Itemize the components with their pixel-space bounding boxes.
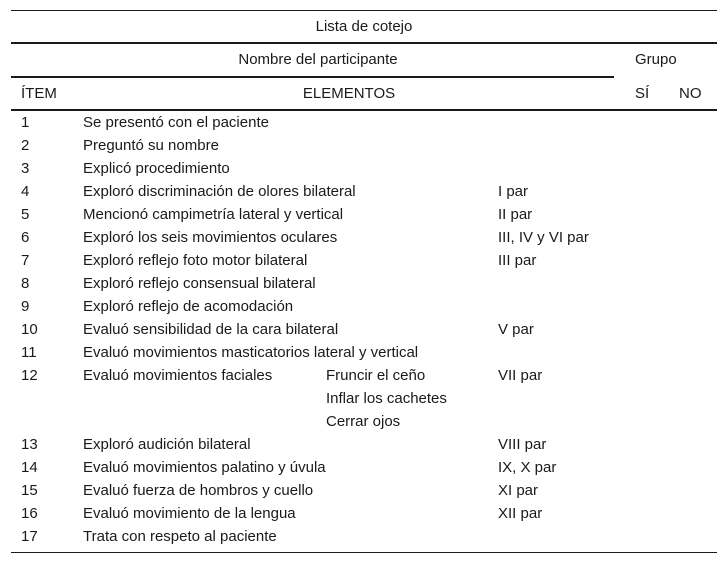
row-element: Exploró los seis movimientos oculares — [83, 229, 338, 246]
group-label: Grupo — [635, 51, 677, 68]
row-element: Se presentó con el paciente — [83, 114, 269, 131]
row-element: Evaluó movimientos masticatorios lateral y vertical — [83, 344, 419, 361]
row-element: Evaluó fuerza de hombros y cuello — [83, 482, 314, 499]
row-cranial-pair: IX, X par — [498, 459, 557, 476]
row-number: 1 — [21, 114, 30, 131]
table-title: Lista de cotejo — [315, 18, 413, 35]
row-element: Explicó procedimiento — [83, 160, 230, 177]
row-number: 7 — [21, 252, 30, 269]
row-cranial-pair: III par — [498, 252, 537, 269]
col-item-header: ÍTEM — [21, 85, 57, 102]
row-cranial-pair: I par — [498, 183, 529, 200]
row-number: 13 — [21, 436, 38, 453]
row-element: Exploró reflejo foto motor bilateral — [83, 252, 308, 269]
row-cranial-pair: III, IV y VI par — [498, 229, 589, 246]
row-element: Exploró audición bilateral — [83, 436, 251, 453]
row-number: 3 — [21, 160, 30, 177]
row-element: Exploró reflejo consensual bilateral — [83, 275, 316, 292]
row-number: 14 — [21, 459, 38, 476]
table-top-rule — [11, 10, 717, 11]
participant-rule — [11, 76, 614, 78]
row-cranial-pair: XII par — [498, 505, 543, 522]
row-element: Evaluó movimientos faciales — [83, 367, 273, 384]
row-number: 16 — [21, 505, 38, 522]
title-rule — [11, 42, 717, 44]
row-number: 11 — [21, 344, 37, 361]
row-number: 12 — [21, 367, 38, 384]
row-number: 5 — [21, 206, 30, 223]
row-number: 6 — [21, 229, 30, 246]
row-element: Evaluó sensibilidad de la cara bilateral — [83, 321, 339, 338]
row-element: Exploró discriminación de olores bilateral — [83, 183, 356, 200]
row-element: Preguntó su nombre — [83, 137, 219, 154]
row-element: Exploró reflejo de acomodación — [83, 298, 294, 315]
col-no-header: NO — [679, 85, 702, 102]
row-number: 2 — [21, 137, 30, 154]
row-number: 4 — [21, 183, 30, 200]
row-number: 15 — [21, 482, 38, 499]
row-number: 8 — [21, 275, 30, 292]
row-cranial-pair: V par — [498, 321, 534, 338]
row-sub-element: Inflar los cachetes — [326, 390, 447, 407]
row-element: Mencionó campimetría lateral y vertical — [83, 206, 344, 223]
row-element: Trata con respeto al paciente — [83, 528, 277, 545]
row-sub-element: Fruncir el ceño — [326, 367, 426, 384]
row-number: 17 — [21, 528, 38, 545]
row-element: Evaluó movimientos palatino y úvula — [83, 459, 326, 476]
header-rule — [11, 109, 717, 111]
row-cranial-pair: XI par — [498, 482, 539, 499]
row-cranial-pair: II par — [498, 206, 533, 223]
col-si-header: SÍ — [635, 85, 650, 102]
table-bottom-rule — [11, 552, 717, 553]
row-number: 9 — [21, 298, 30, 315]
row-element: Evaluó movimiento de la lengua — [83, 505, 296, 522]
col-elements-header: ELEMENTOS — [302, 85, 396, 102]
participant-label: Nombre del participante — [238, 51, 398, 68]
row-number: 10 — [21, 321, 38, 338]
row-sub-element: Cerrar ojos — [326, 413, 401, 430]
row-cranial-pair: VII par — [498, 367, 543, 384]
checklist-table — [11, 10, 717, 553]
row-cranial-pair: VIII par — [498, 436, 547, 453]
